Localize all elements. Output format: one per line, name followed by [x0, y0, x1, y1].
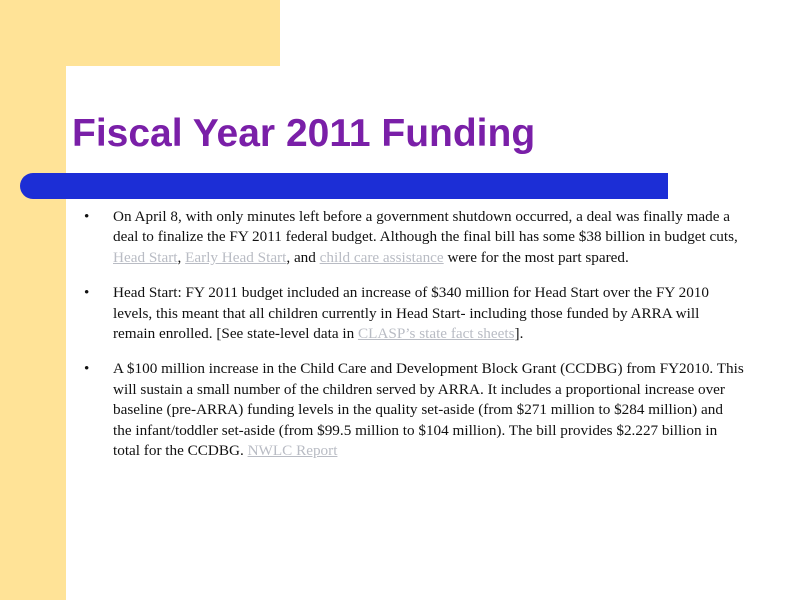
- bullet-text: A $100 million increase in the Child Care and Development Block Grant (CCDBG) from FY2010. This will sustain a small number of the children served by ARRA. It includes a proportional increase over baseline (pre-ARRA) funding levels in the quality set-aside (from $271 million to $284 million) and the infant/toddler set-aside (from $99.5 million to $104 million). The bill provides $2.227 billion in total for the CCDBG. NWLC Report: [113, 360, 744, 460]
- bullet-text: On April 8, with only minutes left before a government shutdown occurred, a deal was finally made a deal to finalize the FY 2011 federal budget. Although the final bill has some $38 billion in budget cuts, Head Start, Early Head Start, and child care assistance were for the most part spared.: [113, 208, 738, 266]
- slide-title: Fiscal Year 2011 Funding: [72, 112, 536, 155]
- early-head-start-link[interactable]: Early Head Start: [185, 248, 287, 266]
- background-accent-left: [0, 0, 66, 600]
- head-start-link[interactable]: Head Start: [113, 248, 178, 266]
- bullet-text: Head Start: FY 2011 budget included an increase of $340 million for Head Start over the FY 2010 levels, this meant that all children currently in Head Start- including those funded by ARRA will remain enrolled. [See state-level data in CLASP’s state fact sheets].: [113, 284, 709, 343]
- child-care-assistance-link[interactable]: child care assistance: [319, 248, 444, 266]
- bullet-item-ccdbg: [84, 359, 744, 461]
- bullet-item-head-start: [84, 283, 744, 344]
- bullet-item-budget-deal: [84, 207, 744, 268]
- title-underline-bar: [20, 173, 668, 199]
- nwlc-report-link[interactable]: NWLC Report: [247, 442, 338, 460]
- bullet-icon: •: [84, 208, 90, 225]
- bullet-icon: •: [84, 284, 90, 302]
- clasp-state-fact-sheets-link[interactable]: CLASP’s state fact sheets: [358, 325, 515, 343]
- bullet-list: [84, 207, 744, 476]
- bullet-icon: •: [84, 360, 90, 378]
